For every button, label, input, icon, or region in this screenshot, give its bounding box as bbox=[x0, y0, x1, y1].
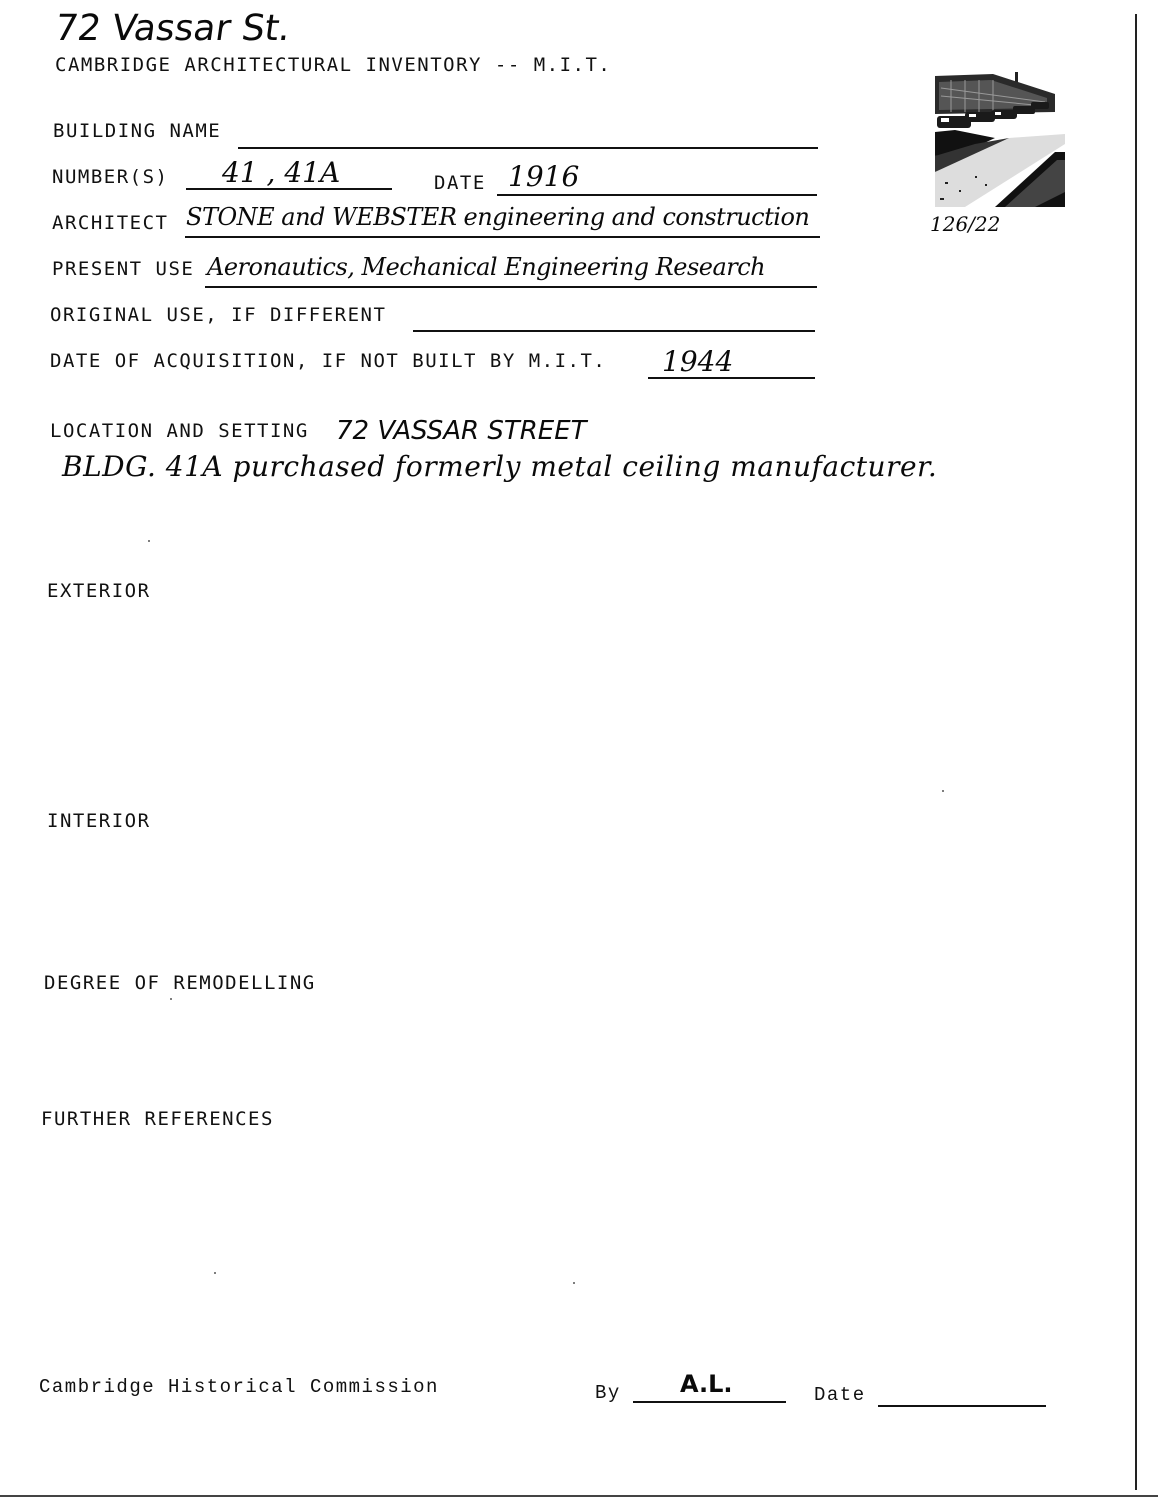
scan-speck bbox=[573, 1282, 575, 1284]
location-and-setting-note: BLDG. 41A purchased formerly metal ceiling manufacturer. bbox=[62, 450, 938, 483]
date-footer-line bbox=[878, 1405, 1046, 1407]
numbers-label: NUMBER(S) bbox=[52, 166, 169, 188]
scan-speck bbox=[148, 540, 150, 542]
date-footer-label: Date bbox=[814, 1384, 866, 1406]
photo-caption: 126/22 bbox=[930, 212, 1001, 236]
form-title: CAMBRIDGE ARCHITECTURAL INVENTORY -- M.I.T. bbox=[55, 54, 612, 76]
building-name-label: BUILDING NAME bbox=[53, 120, 222, 142]
date-line bbox=[497, 194, 817, 196]
scan-speck bbox=[214, 1272, 216, 1274]
original-use-line bbox=[413, 330, 815, 332]
date-value: 1916 bbox=[508, 160, 580, 193]
architect-line bbox=[185, 236, 820, 238]
building-photo-image bbox=[935, 72, 1065, 207]
original-use-label: ORIGINAL USE, IF DIFFERENT bbox=[50, 304, 387, 326]
date-of-acquisition-label: DATE OF ACQUISITION, IF NOT BUILT BY M.I.T. bbox=[50, 350, 607, 372]
present-use-value: Aeronautics, Mechanical Engineering Research bbox=[207, 253, 766, 281]
architect-label: ARCHITECT bbox=[52, 212, 169, 234]
handwritten-address: 72 Vassar St. bbox=[52, 8, 294, 49]
building-name-line bbox=[238, 147, 818, 149]
interior-heading: INTERIOR bbox=[47, 810, 151, 832]
page-right-border bbox=[1135, 14, 1137, 1490]
by-line bbox=[633, 1401, 786, 1403]
scan-speck bbox=[170, 998, 172, 1000]
building-photo bbox=[935, 72, 1065, 207]
present-use-label: PRESENT USE bbox=[52, 258, 195, 280]
by-label: By bbox=[595, 1382, 621, 1404]
date-of-acquisition-value: 1944 bbox=[662, 345, 734, 378]
further-references-heading: FURTHER REFERENCES bbox=[41, 1108, 274, 1130]
location-and-setting-value: 72 VASSAR STREET bbox=[336, 416, 587, 446]
present-use-line bbox=[205, 286, 817, 288]
organization-name: Cambridge Historical Commission bbox=[39, 1376, 439, 1398]
by-value: A.L. bbox=[680, 1370, 733, 1398]
location-and-setting-label: LOCATION AND SETTING bbox=[50, 420, 309, 442]
degree-of-remodelling-heading: DEGREE OF REMODELLING bbox=[44, 972, 316, 994]
architect-value: STONE and WEBSTER engineering and construction bbox=[186, 203, 810, 231]
numbers-value: 41 , 41A bbox=[222, 156, 341, 189]
exterior-heading: EXTERIOR bbox=[47, 580, 151, 602]
date-label: DATE bbox=[434, 172, 486, 194]
scan-speck bbox=[942, 790, 944, 792]
page-bottom-border bbox=[0, 1495, 1158, 1497]
